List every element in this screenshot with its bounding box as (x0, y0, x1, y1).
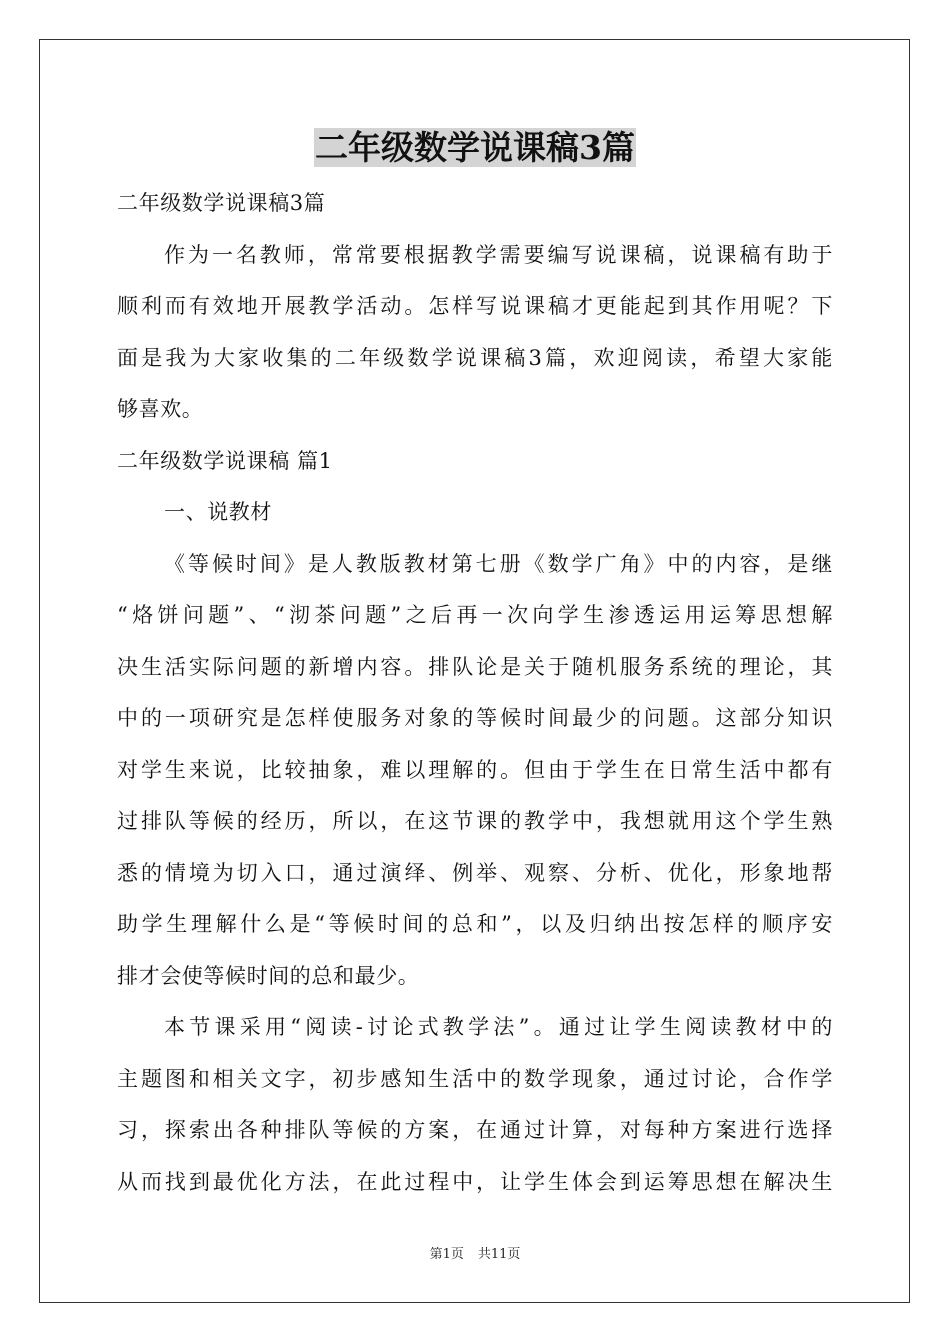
body-line: 作为一名教师，常常要根据教学需要编写说课稿，说课稿有助于 (164, 242, 833, 267)
document-body (117, 178, 833, 1208)
body-line: 顺利而有效地开展教学活动。怎样写说课稿才更能起到其作用呢？下 (117, 294, 833, 318)
body-line: 悉的情境为切入口，通过演绎、例举、观察、分析、优化，形象地帮 (117, 860, 833, 885)
page-total: 共11页 (477, 1247, 521, 1262)
body-line: 决生活实际问题的新增内容。排队论是关于随机服务系统的理论，其 (117, 654, 833, 679)
body-line: 对学生来说，比较抽象，难以理解的。但由于学生在日常生活中都有 (117, 757, 833, 782)
body-line: “烙饼问题”、“沏茶问题”之后再一次向学生渗透运用运筹思想解 (117, 603, 833, 627)
body-line: 主题图和相关文字，初步感知生活中的数学现象，通过讨论，合作学 (117, 1066, 833, 1091)
subsection-heading: 一、说教材 (164, 500, 272, 524)
body-line: 助学生理解什么是“等候时间的总和”，以及归纳出按怎样的顺序安 (117, 912, 833, 936)
body-line: 排才会使等候时间的总和最少。 (117, 963, 420, 988)
body-line: 二年级数学说课稿3篇 (117, 191, 326, 215)
body-line: 面是我为大家收集的二年级数学说课稿3篇，欢迎阅读，希望大家能 (117, 345, 833, 370)
body-line: 本节课采用“阅读-讨论式教学法”。通过让学生阅读教材中的 (164, 1015, 833, 1039)
page-number: 第1页 (429, 1247, 464, 1262)
document-title-text: 二年级数学说课稿3篇 (315, 128, 635, 167)
body-line: 从而找到最优化方法，在此过程中，让学生体会到运筹思想在解决生 (117, 1169, 833, 1194)
page-footer (0, 1246, 950, 1264)
body-line: 够喜欢。 (117, 397, 204, 421)
document-title (0, 126, 950, 170)
body-line: 习，探索出各种排队等候的方案，在通过计算，对每种方案进行选择 (117, 1118, 833, 1142)
body-line: 过排队等候的经历，所以，在这节课的教学中，我想就用这个学生熟 (117, 809, 833, 833)
body-line: 中的一项研究是怎样使服务对象的等候时间最少的问题。这部分知识 (117, 706, 833, 730)
section-heading: 二年级数学说课稿 篇1 (117, 448, 333, 473)
body-line: 《等候时间》是人教版教材第七册《数学广角》中的内容，是继 (164, 551, 833, 576)
